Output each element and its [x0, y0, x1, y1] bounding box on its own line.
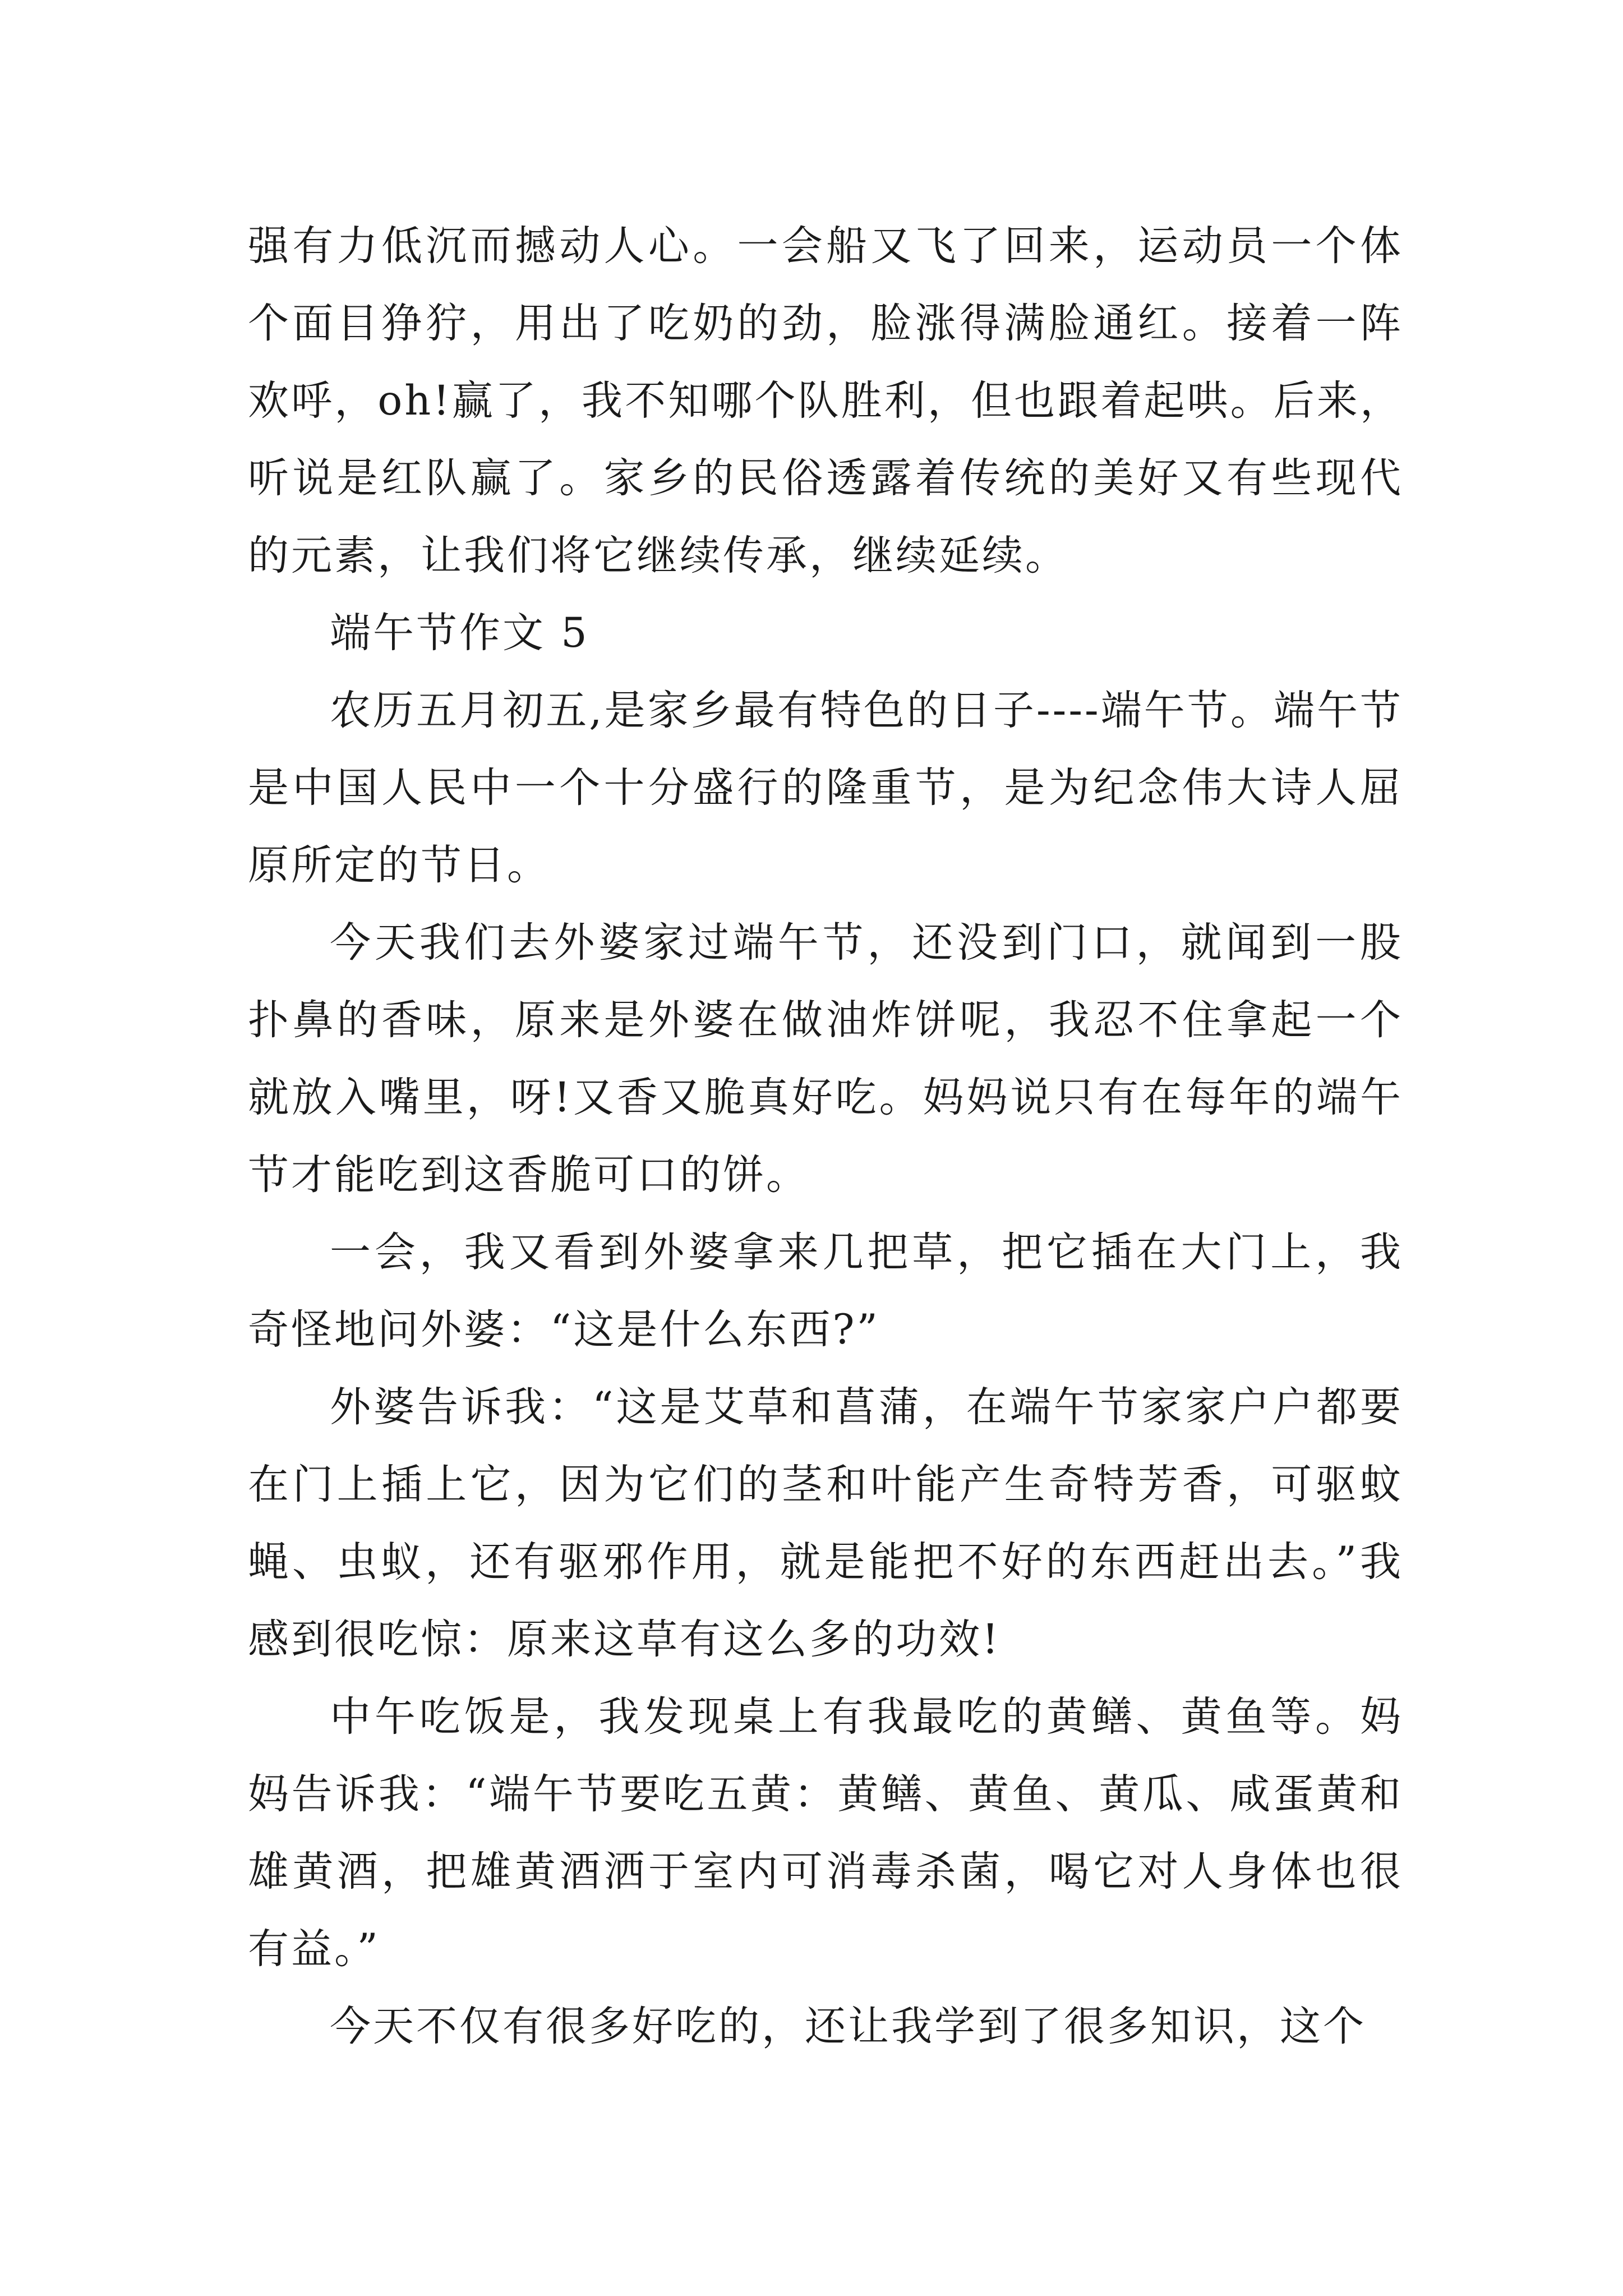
- paragraph-grass-question: 一会，我又看到外婆拿来几把草，把它插在大门上，我奇怪地问外婆：“这是什么东西?”: [248, 1228, 1403, 1354]
- paragraph-continuation: 强有力低沉而撼动人心。一会船又飞了回来，运动员一个体个面目狰狞，用出了吃奶的劲，脸涨得满脸通红。接着一阵欢呼，oh!赢了，我不知哪个队胜利，但也跟着起哄。后来，听说是红队赢了。家乡的民俗透露着传统的美好又有些现代的元素，让我们将它继续传承，继续延续。: [248, 222, 1403, 579]
- paragraph-lunch: 中午吃饭是，我发现桌上有我最吃的黄鳝、黄鱼等。妈妈告诉我：“端午节要吃五黄：黄鳝、黄鱼、黄瓜、咸蛋黄和雄黄酒，把雄黄酒洒于室内可消毒杀菌，喝它对人身体也很有益。”: [248, 1693, 1403, 1973]
- paragraph-grandma-house: 今天我们去外婆家过端午节，还没到门口，就闻到一股扑鼻的香味，原来是外婆在做油炸饼呢，我忍不住拿起一个就放入嘴里，呀!又香又脆真好吃。妈妈说只有在每年的端午节才能吃到这香脆可口的饼。: [248, 919, 1403, 1199]
- paragraph-grass-answer: 外婆告诉我：“这是艾草和菖蒲，在端午节家家户户都要在门上插上它，因为它们的茎和叶能产生奇特芳香，可驱蚊蝇、虫蚁，还有驱邪作用，就是能把不好的东西赶出去。”我感到很吃惊：原来这草有这么多的功效!: [248, 1383, 1403, 1663]
- essay-title: 端午节作文 5: [330, 609, 589, 657]
- paragraph-intro: 农历五月初五,是家乡最有特色的日子----端午节。端午节是中国人民中一个十分盛行的隆重节，是为纪念伟大诗人屈原所定的节日。: [248, 687, 1403, 889]
- paragraph-closing: 今天不仅有很多好吃的，还让我学到了很多知识，这个: [330, 2003, 1366, 2050]
- essay-body: [248, 208, 1403, 2065]
